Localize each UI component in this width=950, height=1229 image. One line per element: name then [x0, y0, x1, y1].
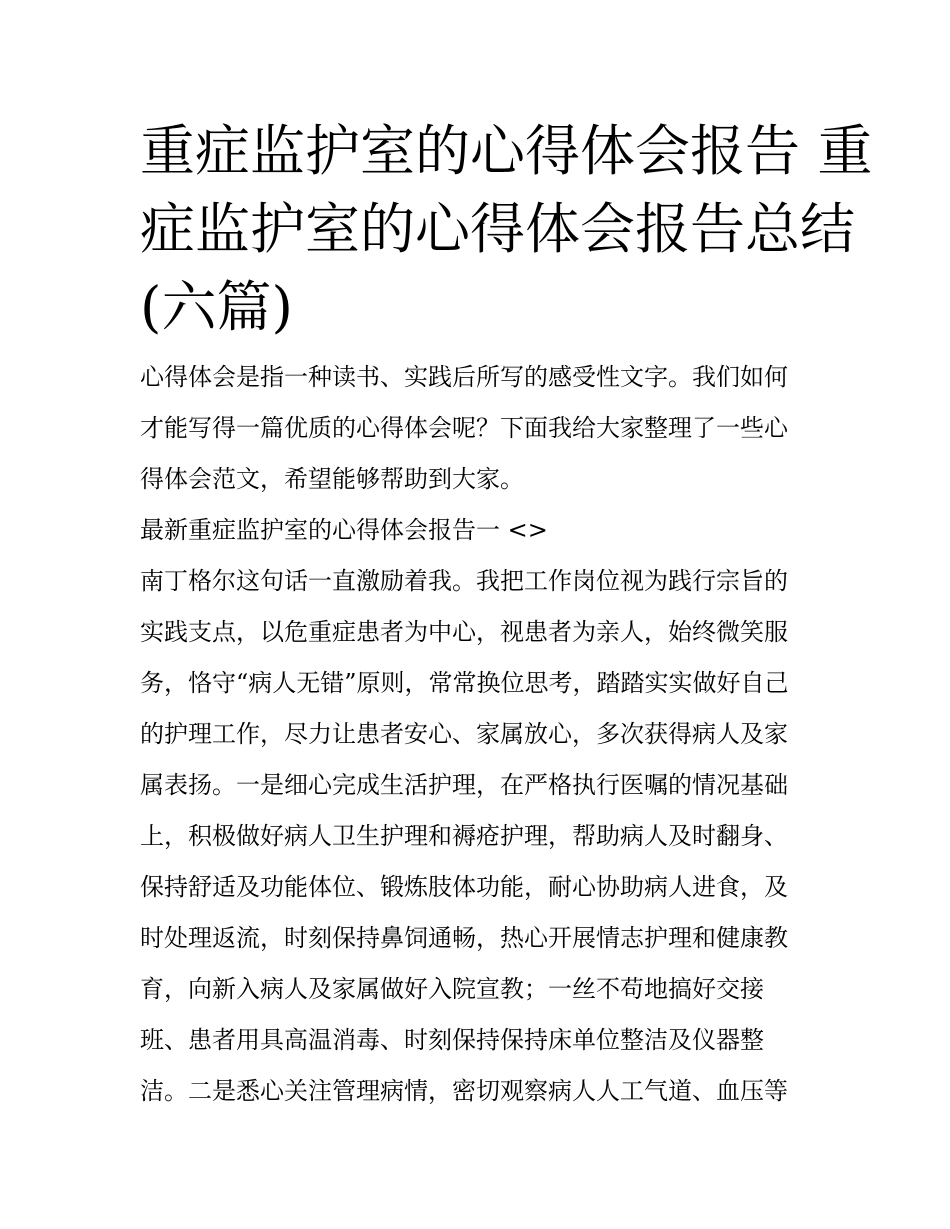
document-body [140, 352, 820, 1117]
body-line: 洁。二是悉心关注管理病情，密切观察病人人工气道、血压等 [140, 1077, 788, 1105]
document-title [140, 112, 873, 346]
section-heading: 最新重症监护室的心得体会报告一 <> [140, 516, 548, 544]
body-line: 南丁格尔这句话一直激励着我。我把工作岗位视为践行宗旨的 [140, 567, 788, 595]
body-line: 育，向新入病人及家属做好入院宣教；一丝不苟地搞好交接 [140, 975, 764, 1003]
body-line: 实践支点，以危重症患者为中心，视患者为亲人，始终微笑服 [140, 618, 788, 646]
body-line: 班、患者用具高温消毒、时刻保持保持床单位整洁及仪器整 [140, 1026, 764, 1054]
body-line: 保持舒适及功能体位、锻炼肢体功能，耐心协助病人进食，及 [140, 873, 788, 901]
body-line: 得体会范文，希望能够帮助到大家。 [140, 465, 524, 493]
body-line: 时处理返流，时刻保持鼻饲通畅，热心开展情志护理和健康教 [140, 924, 788, 952]
body-line: 才能写得一篇优质的心得体会呢？下面我给大家整理了一些心 [140, 414, 788, 442]
body-line: 的护理工作，尽力让患者安心、家属放心，多次获得病人及家 [140, 720, 788, 748]
body-line: 上，积极做好病人卫生护理和褥疮护理，帮助病人及时翻身、 [140, 822, 788, 850]
title-line: 症监护室的心得体会报告总结 [140, 197, 856, 261]
body-line: 属表扬。一是细心完成生活护理，在严格执行医嘱的情况基础 [140, 771, 788, 799]
body-line: 务，恪守“病人无错”原则，常常换位思考，踏踏实实做好自己 [140, 669, 789, 697]
title-line: (六篇) [140, 275, 293, 339]
body-line: 心得体会是指一种读书、实践后所写的感受性文字。我们如何 [140, 363, 788, 391]
title-line: 重症监护室的心得体会报告 重 [140, 119, 873, 183]
